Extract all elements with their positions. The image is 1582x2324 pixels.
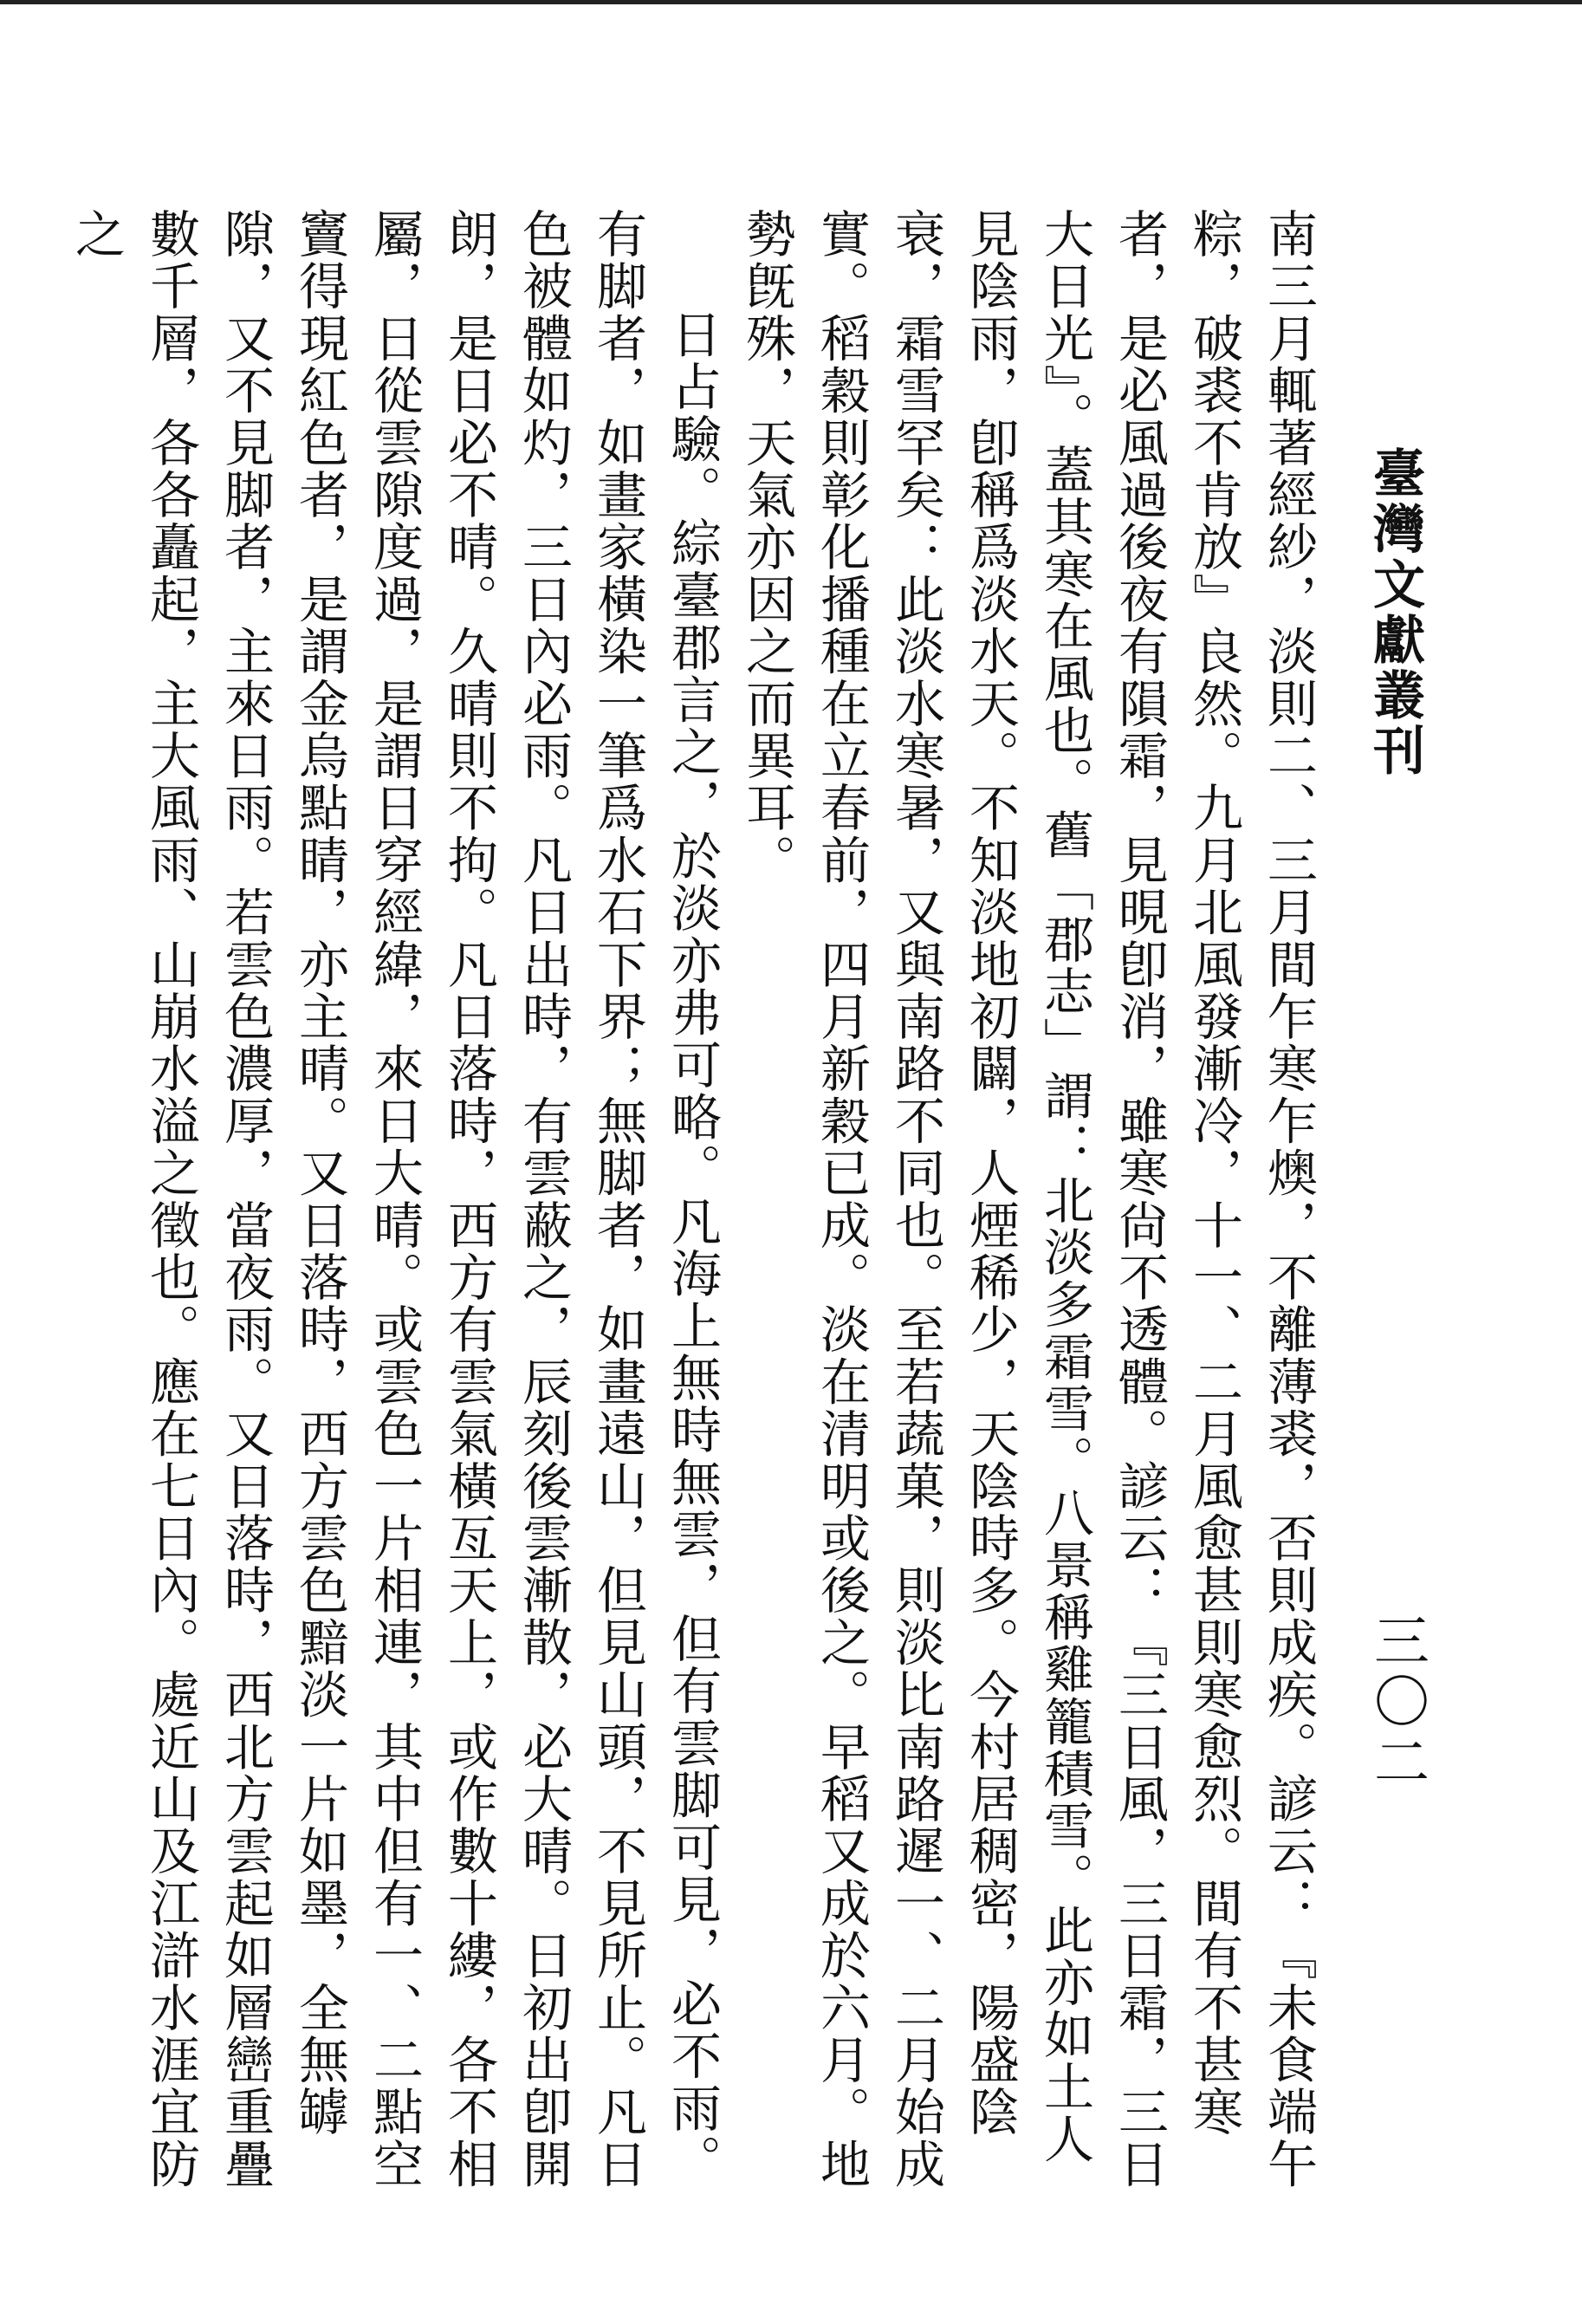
paragraph-climate: 南三月輒著經紗，淡則二、三月間乍寒乍燠，不離薄裘，否則成疾。諺云：『未食端午粽，破裘不肯放』良然。九月北風發漸冷，十一、二月風愈甚則寒愈烈。間有不甚寒者，是必風過後夜有隕霜，見晛卽消，雖寒尙不透體。諺云：『三日風，三日霜，三日大日光』。蓋其寒在風也。舊「郡志」謂：北淡多霜雪。八景稱雞籠積雪。此亦如土人見陰雨，卽稱爲淡水天。不知淡地初闢，人煙稀少，天陰時多。今村居稠密，陽盛陰衰，霜雪罕矣：此淡水寒暑，又與南路不同也。至若蔬菓，則淡比南路遲一、二月始成實。稻穀則彰化播種在立春前，四月新穀已成。淡在清明或後之。早稻又成於六月。地勢旣殊，天氣亦因之而異耳。: [737, 208, 1318, 2191]
series-title: 臺灣文獻叢刊: [1365, 446, 1425, 779]
page-number: 三〇二: [1365, 1612, 1429, 1794]
body-text: [67, 208, 1326, 2192]
paragraph-weather-omens: 日占驗。綜臺郡言之，於淡亦弗可略。凡海上無時無雲，但有雲脚可見，必不雨。有脚者，如畫家橫染一筆爲水石下界；無脚者，如畫遠山，但見山頭，不見所止。凡日色被體如灼，三日內必雨。凡日出時，有雲蔽之，辰刻後雲漸散，必大晴。日初出卽開朗，是日必不晴。久晴則不拘。凡日落時，西方有雲氣橫亙天上，或作數十縷，各不相屬，日從雲隙度過，是謂日穿經緯，來日大晴。或雲色一片相連，其中但有一、二點空竇得現紅色者，是謂金烏點睛，亦主晴。又日落時，西方雲色黯淡一片如墨，全無罅隙，又不見脚者，主來日雨。若雲色濃厚，當夜雨。又日落時，西北方雲起如層巒重疊數千層，各各矗起，主大風雨、山崩水溢之徵也。應在七日內。處近山及江滸水涯宜防之: [67, 208, 722, 2191]
top-border-line: [0, 0, 1582, 4]
